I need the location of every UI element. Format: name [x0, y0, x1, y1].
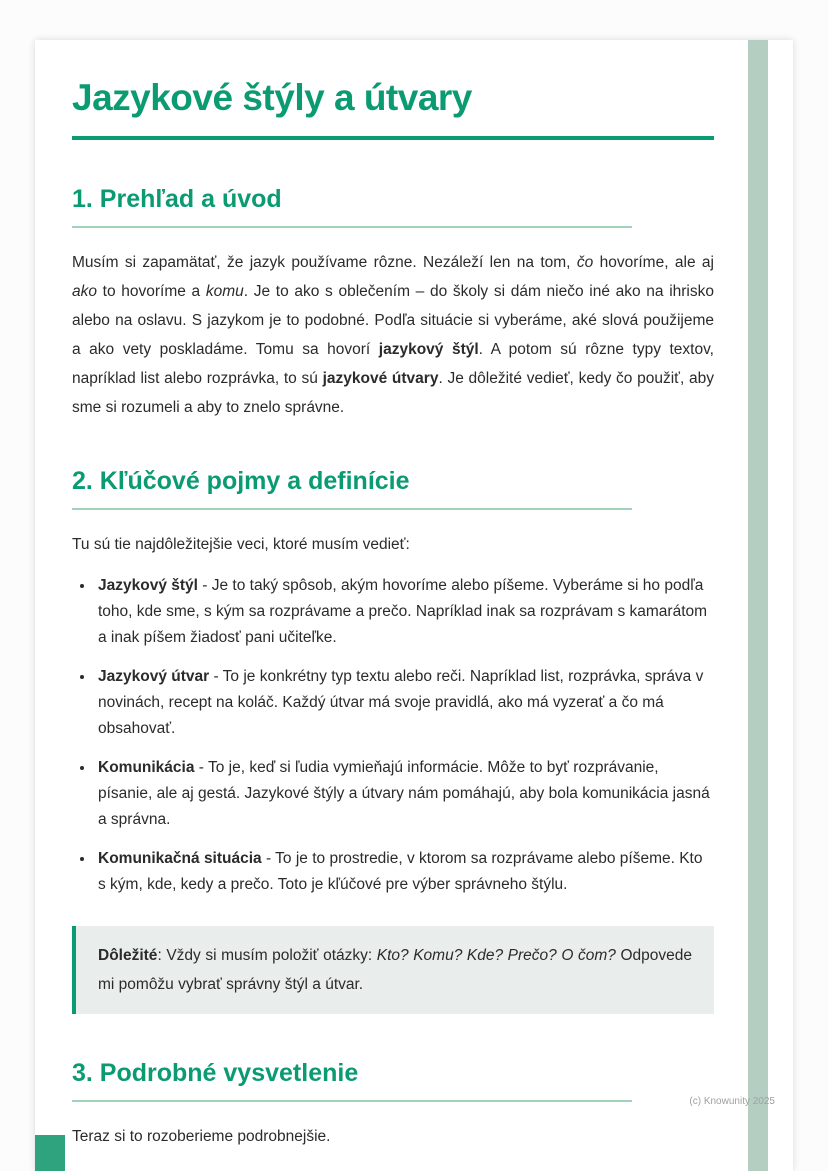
footer-credit: (c) Knowunity 2025 [689, 1096, 775, 1107]
section-1-heading: 1. Prehľad a úvod [72, 185, 282, 214]
section-3-heading: 3. Podrobné vysvetlenie [72, 1059, 359, 1088]
list-item-jazykovy-utvar: • Jazykový útvar - To je konkrétny typ textu alebo reči. Napríklad list, rozprávka, správa v novinách, recept na koláč. Každý útvar má svoje pravidlá, ako má vyzerať a čo má obsahovať. [95, 664, 714, 742]
list-item-komunikacna-situacia: • Komunikačná situácia - To je to prostredie, v ktorom sa rozprávame alebo píšeme. Kto s kým, kde, kedy a prečo. Toto je kľúčové pre výber správneho štýlu. [95, 846, 714, 898]
document-page [35, 40, 793, 1171]
section-2-intro: Tu sú tie najdôležitejšie veci, ktoré musím vedieť: [72, 536, 410, 554]
section-3-text: Teraz si to rozoberieme podrobnejšie. [72, 1128, 331, 1146]
document-title: Jazykové štýly a útvary [72, 77, 472, 118]
next-page-corner [35, 1135, 65, 1171]
important-callout [72, 926, 714, 1014]
important-callout-text: Dôležité: Vždy si musím položiť otázky: Kto? Komu? Kde? Prečo? O čom? Odpovede mi pomôžu vybrať správny štýl a útvar. [98, 947, 692, 994]
section-3-divider [72, 1100, 632, 1102]
title-divider [72, 136, 714, 140]
page-content [72, 40, 714, 1151]
section-2-heading: 2. Kľúčové pojmy a definície [72, 467, 410, 496]
section-1-divider [72, 226, 632, 228]
list-item-komunikacia: • Komunikácia - To je, keď si ľudia vymieňajú informácie. Môže to byť rozprávanie, písanie, ale aj gestá. Jazykové štýly a útvary nám pomáhajú, aby bola komunikácia jasná a správna. [95, 755, 714, 833]
key-terms-list [72, 573, 714, 898]
list-item-jazykovy-styl: • Jazykový štýl - Je to taký spôsob, akým hovoríme alebo píšeme. Vyberáme si ho podľa toho, kde sme, s kým sa rozprávame a prečo. Napríklad inak sa rozprávam s kamarátom a inak píšem žiadosť pani učiteľke. [95, 573, 714, 651]
section-2-divider [72, 508, 632, 510]
page-edge-stripe [748, 40, 768, 1171]
section-1-paragraph: Musím si zapamätať, že jazyk používame rôzne. Nezáleží len na tom, čo hovoríme, ale aj ako to hovoríme a komu. Je to ako s oblečením – do školy si dám niečo iné ako na ihrisko alebo na oslavu. S jazykom je to podobné. Podľa situácie si vyberáme, aké slová použijeme a ako vety poskladáme. Tomu sa hovorí jazykový štýl. A potom sú rôzne typy textov, napríklad list alebo rozprávka, to sú jazykové útvary. Je dôležité vedieť, kedy čo použiť, aby sme si rozumeli a aby to znelo správne. [72, 254, 714, 417]
